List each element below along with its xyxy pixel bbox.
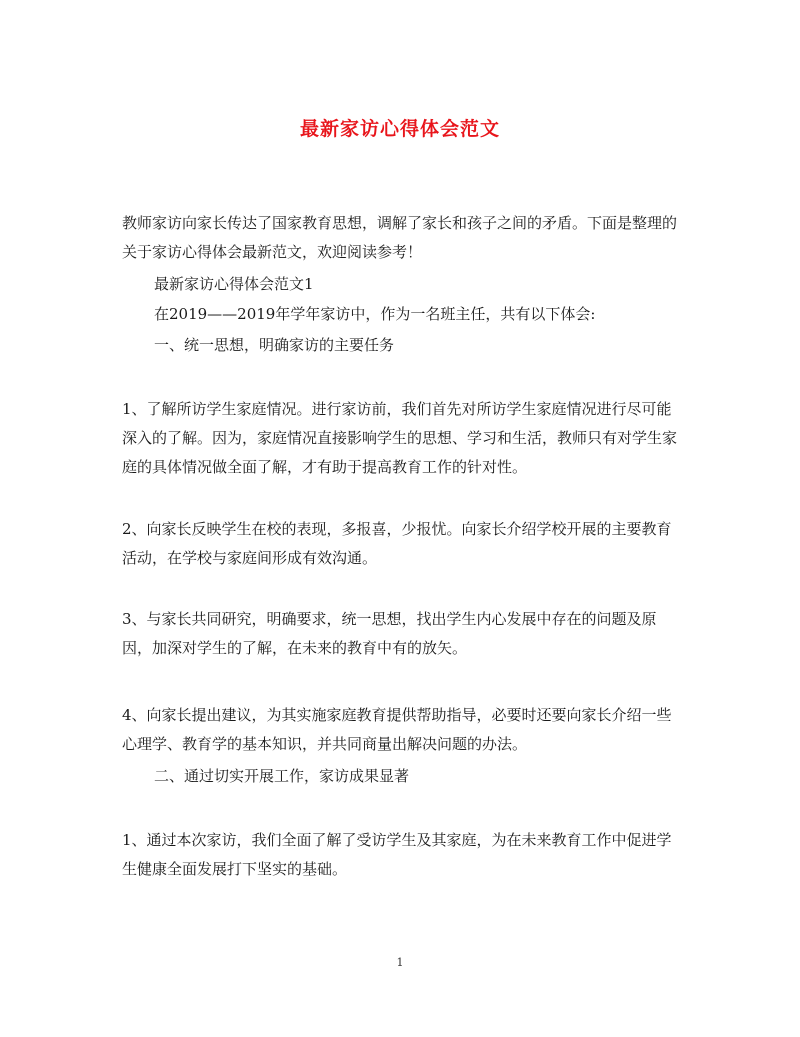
page-number: 1 bbox=[396, 956, 404, 969]
paragraph-item-2-1: 1、通过本次家访，我们全面了解了受访学生及其家庭，为在未来教育工作中促进学生健康全面发展打下坚实的基础。 bbox=[122, 831, 672, 878]
document-title: 最新家访心得体会范文 bbox=[299, 118, 500, 140]
paragraph-item-1-3: 3、与家长共同研究，明确要求，统一思想，找出学生内心发展中存在的问题及原因，加深对学生的了解，在未来的教育中有的放矢。 bbox=[122, 610, 657, 657]
intro-paragraph: 教师家访向家长传达了国家教育思想，调解了家长和孩子之间的矛盾。下面是整理的关于家访心得体会最新范文，欢迎阅读参考！ bbox=[122, 214, 678, 261]
subtitle: 最新家访心得体会范文1 bbox=[154, 275, 314, 293]
opening-line: 在2019——2019年学年家访中，作为一名班主任，共有以下体会: bbox=[154, 305, 596, 323]
section-heading-2: 二、通过切实开展工作，家访成果显著 bbox=[154, 767, 410, 785]
section-heading-1: 一、统一思想，明确家访的主要任务 bbox=[154, 336, 395, 354]
paragraph-item-1-4: 4、向家长提出建议，为其实施家庭教育提供帮助指导，必要时还要向家长介绍一些心理学、教育学的基本知识，并共同商量出解决问题的办法。 bbox=[122, 706, 672, 753]
paragraph-item-1-2: 2、向家长反映学生在校的表现，多报喜，少报忧。向家长介绍学校开展的主要教育活动，在学校与家庭间形成有效沟通。 bbox=[122, 520, 672, 567]
paragraph-item-1-1: 1、了解所访学生家庭情况。进行家访前，我们首先对所访学生家庭情况进行尽可能深入的了解。因为，家庭情况直接影响学生的思想、学习和生活，教师只有对学生家庭的具体情况做全面了解，才有助于提高教育工作的针对性。 bbox=[122, 400, 678, 476]
